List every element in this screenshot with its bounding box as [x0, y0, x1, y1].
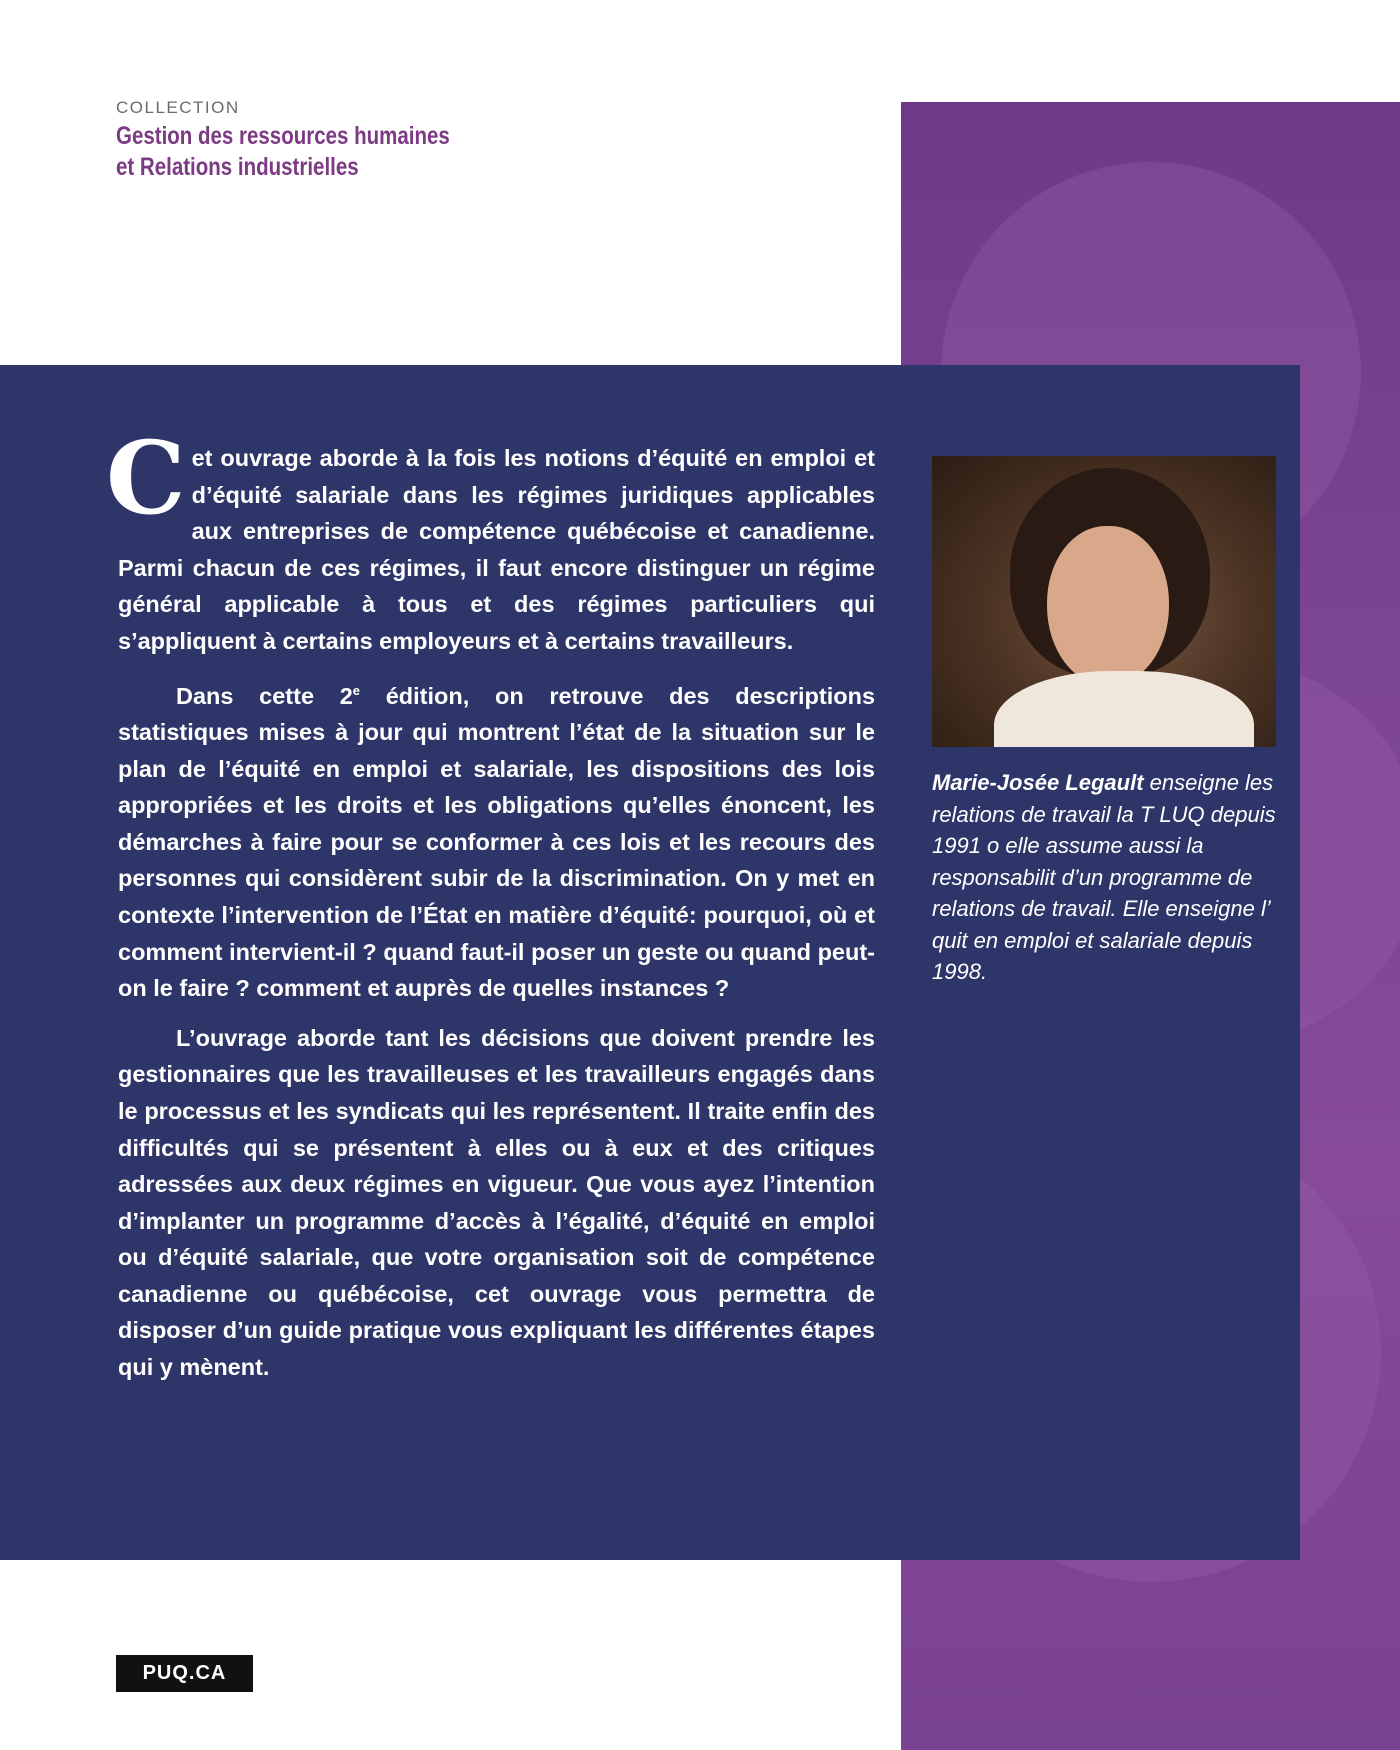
paragraph-2 [118, 673, 875, 1007]
description-text [106, 419, 876, 1399]
collection-header [116, 98, 523, 183]
paragraph-2-text: édition, on retrouve des descriptions statistiques mises à jour qui montrent l’état de la situation sur le plan de l’équité en emploi et salariale, les dispositions des lois appropriées et les droits et les obligations qu’elles énoncent, les démarches à faire pour se conformer à ces lois et les recours des personnes qui considèrent subir de la discrimination. On y met en contexte l’intervention de l’État en matière d’équité: pourquoi, où et comment intervient-il ? quand faut-il poser un geste ou quand peut-on le faire ? comment et auprès de quelles instances ? [118, 682, 876, 1002]
drop-cap: C [106, 419, 186, 537]
author-bio-text: enseigne les relations de travail la T LUQ depuis 1991 o elle assume aussi la responsabilit d’un programme de relations de travail. Elle enseigne l’ quit en emploi et salariale depuis 1998. [932, 770, 1276, 984]
author-bio [932, 767, 1282, 988]
collection-title [116, 121, 450, 183]
paragraph-1-text: et ouvrage aborde à la fois les notions d’équité en emploi et d’équité salariale dans les régimes juridiques applicables aux entreprises de compétence québécoise et canadienne. Parmi chacun de ces régimes, il faut encore distinguer un régime général applicable à tous et des régimes particuliers qui s’appliquent à certains employeurs et à certains travailleurs. [118, 445, 875, 654]
edition-superscript: e [352, 682, 361, 698]
collection-title-line1: Gestion des ressources humaines [116, 122, 450, 150]
publisher-site-badge: PUQ.CA [116, 1655, 253, 1692]
paragraph-3: L’ouvrage aborde tant les décisions que doivent prendre les gestionnaires que les travailleuses et les travailleurs engagés dans le processus et les syndicats qui les représentent. Il traite enfin des difficultés qui se présentent à elles ou à eux et des critiques adressées aux deux régimes en vigueur. Que vous ayez l’intention d’implanter un programme d’accès à l’égalité, d’équité en emploi ou d’équité salariale, que votre organisation soit de compétence canadienne ou québécoise, cet ouvrage vous permettra de disposer d’un guide pratique vous expliquant les différentes étapes qui y mènent. [118, 1024, 875, 1381]
author-name: Marie-Josée Legault [932, 770, 1144, 795]
paragraph-1 [106, 419, 875, 660]
collection-title-line2: et Relations industrielles [116, 153, 359, 181]
photo-face [1047, 526, 1169, 686]
paragraph-2-start: Dans cette 2 [176, 682, 353, 709]
collection-label: COLLECTION [116, 98, 240, 117]
photo-shirt [994, 671, 1254, 747]
author-photo [932, 456, 1276, 747]
